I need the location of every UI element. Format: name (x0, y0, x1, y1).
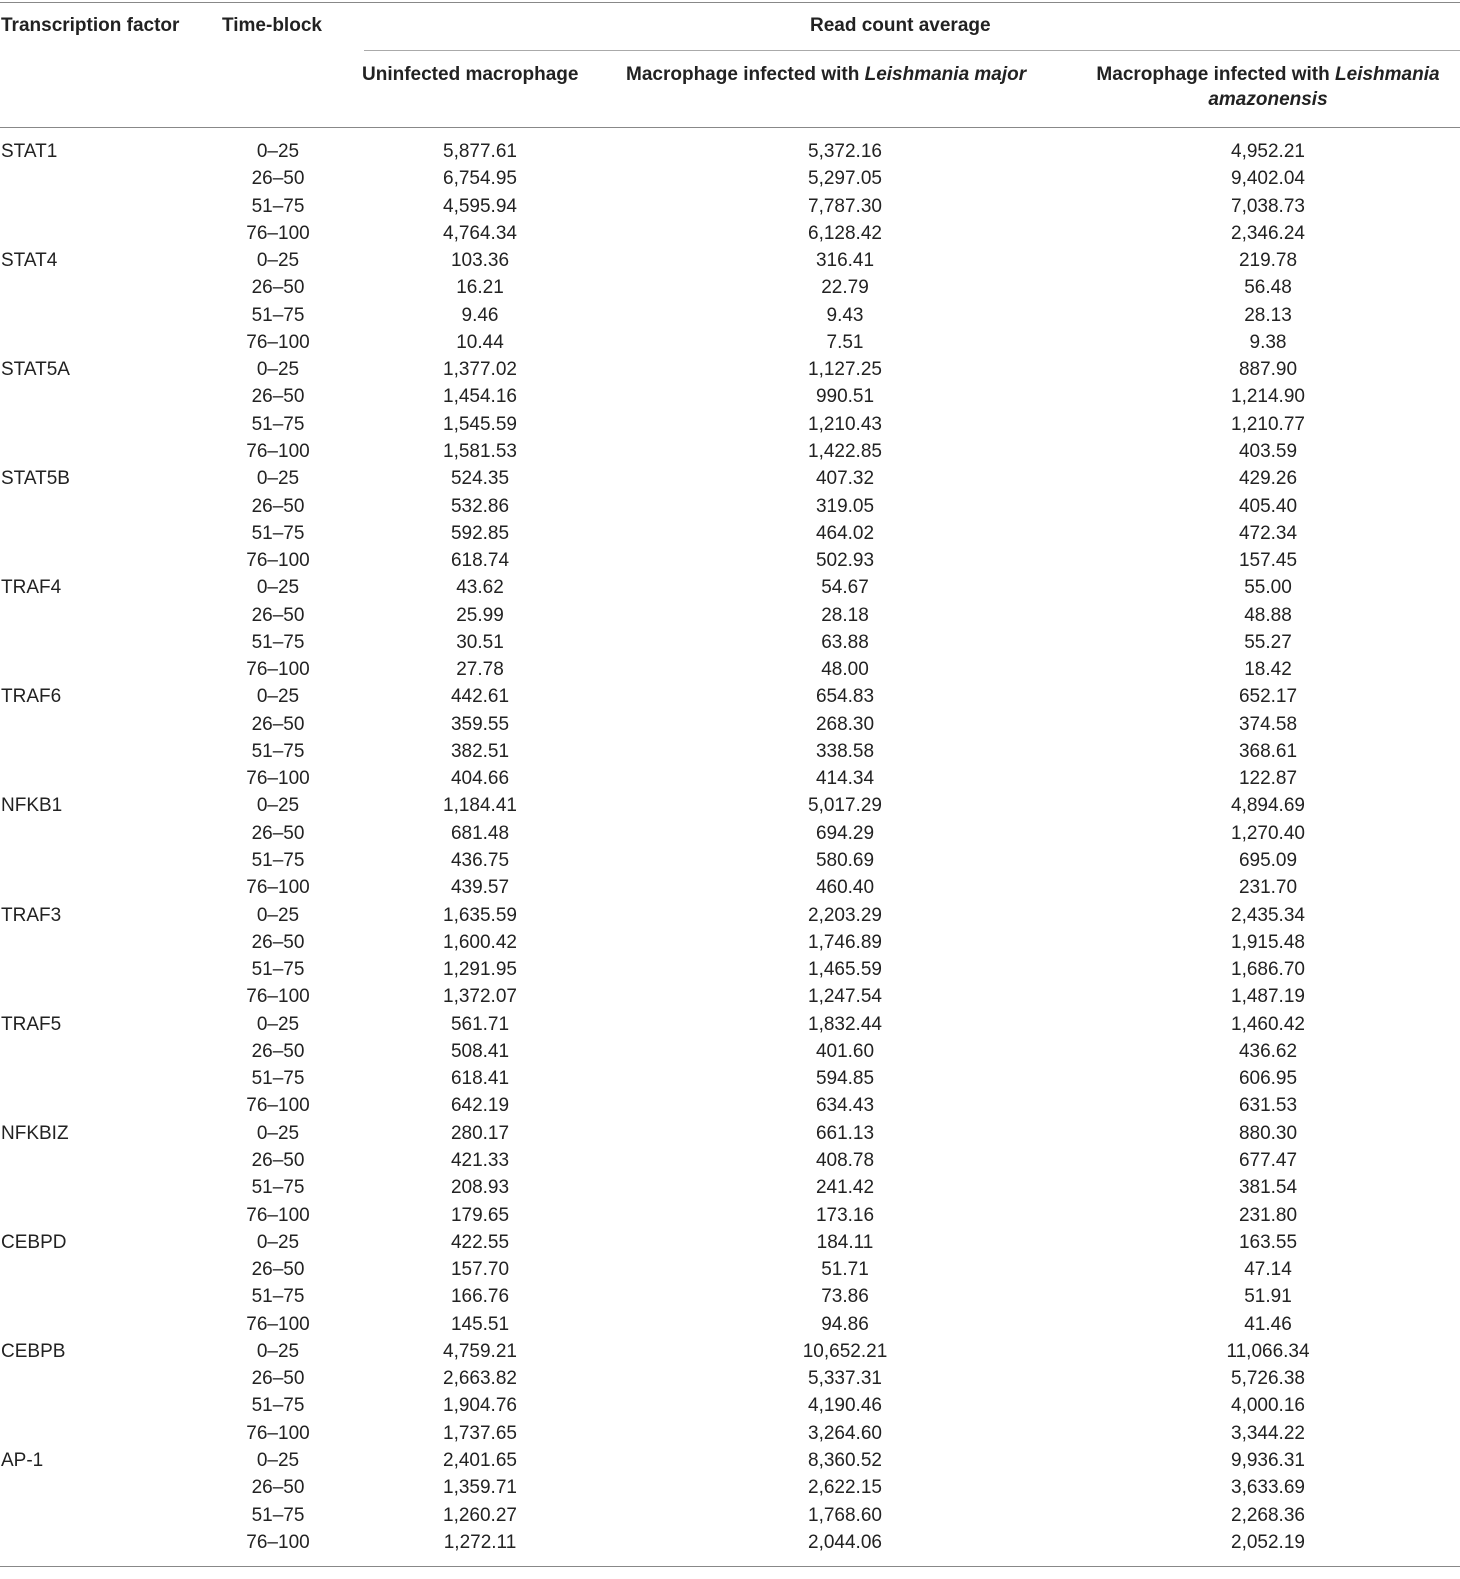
l-major-value-cell: 694.29 (815, 822, 875, 844)
time-block-cell: 0–25 (256, 904, 300, 926)
table-row (0, 632, 1460, 659)
time-block-cell: 26–50 (251, 1477, 305, 1499)
table-row (0, 1395, 1460, 1422)
table-row (0, 196, 1460, 223)
time-block-cell: 51–75 (251, 522, 305, 544)
group-header-rule (364, 50, 1460, 51)
table-row (0, 1177, 1460, 1204)
header-amaz-prefix: Macrophage infected with (1096, 64, 1336, 85)
header-major-species: Leishmania major (864, 64, 1027, 85)
uninfected-value-cell: 442.61 (450, 686, 510, 708)
l-amazonensis-value-cell: 3,344.22 (1231, 1422, 1305, 1444)
header-time-block: Time-block (222, 15, 322, 36)
l-amazonensis-value-cell: 695.09 (1238, 850, 1298, 872)
l-amazonensis-value-cell: 4,952.21 (1231, 141, 1305, 162)
time-block-cell: 0–25 (256, 795, 300, 817)
table-row (0, 577, 1460, 604)
l-amazonensis-value-cell: 18.42 (1244, 659, 1292, 681)
l-amazonensis-value-cell: 1,487.19 (1231, 986, 1305, 1008)
time-block-cell: 0–25 (256, 1340, 300, 1362)
time-block-cell: 76–100 (246, 550, 310, 572)
table-row (0, 141, 1460, 168)
l-major-value-cell: 54.67 (821, 577, 869, 599)
time-block-cell: 26–50 (251, 386, 305, 408)
uninfected-value-cell: 561.71 (450, 1013, 510, 1035)
uninfected-value-cell: 436.75 (450, 850, 510, 872)
time-block-cell: 0–25 (256, 1231, 300, 1253)
time-block-cell: 76–100 (246, 986, 310, 1008)
time-block-cell: 76–100 (246, 877, 310, 899)
uninfected-value-cell: 179.65 (450, 1204, 510, 1226)
l-major-value-cell: 414.34 (815, 768, 875, 790)
l-amazonensis-value-cell: 47.14 (1244, 1259, 1292, 1281)
time-block-cell: 0–25 (256, 141, 300, 162)
l-major-value-cell: 1,247.54 (808, 986, 882, 1008)
l-major-value-cell: 407.32 (815, 468, 875, 490)
table-row (0, 441, 1460, 468)
uninfected-value-cell: 508.41 (450, 1040, 510, 1062)
l-amazonensis-value-cell: 2,268.36 (1231, 1504, 1305, 1526)
table-row (0, 1532, 1460, 1559)
time-block-cell: 51–75 (251, 1504, 305, 1526)
uninfected-value-cell: 1,291.95 (443, 959, 517, 981)
table-row (0, 1341, 1460, 1368)
table-row (0, 1477, 1460, 1504)
table-row (0, 496, 1460, 523)
l-amazonensis-value-cell: 368.61 (1238, 740, 1298, 762)
time-block-cell: 0–25 (256, 1122, 300, 1144)
l-amazonensis-value-cell: 5,726.38 (1231, 1368, 1305, 1390)
table-row (0, 932, 1460, 959)
table-row (0, 659, 1460, 686)
l-amazonensis-value-cell: 231.70 (1238, 877, 1298, 899)
l-major-value-cell: 5,337.31 (808, 1368, 882, 1390)
uninfected-value-cell: 618.74 (450, 550, 510, 572)
l-major-value-cell: 4,190.46 (808, 1395, 882, 1417)
uninfected-value-cell: 30.51 (456, 631, 504, 653)
l-major-value-cell: 10,652.21 (802, 1340, 888, 1362)
transcription-factor-cell: STAT5A (1, 359, 70, 381)
l-major-value-cell: 48.00 (821, 659, 869, 681)
l-amazonensis-value-cell: 1,214.90 (1231, 386, 1305, 408)
l-amazonensis-value-cell: 381.54 (1238, 1177, 1298, 1199)
l-amazonensis-value-cell: 652.17 (1238, 686, 1298, 708)
uninfected-value-cell: 439.57 (450, 877, 510, 899)
l-major-value-cell: 319.05 (815, 495, 875, 517)
l-major-value-cell: 1,465.59 (808, 959, 882, 981)
l-major-value-cell: 634.43 (815, 1095, 875, 1117)
uninfected-value-cell: 1,359.71 (443, 1477, 517, 1499)
transcription-factor-cell: TRAF4 (1, 577, 62, 599)
time-block-cell: 26–50 (251, 1149, 305, 1171)
l-major-value-cell: 173.16 (815, 1204, 875, 1226)
uninfected-value-cell: 6,754.95 (443, 168, 517, 190)
l-major-value-cell: 338.58 (815, 740, 875, 762)
transcription-factor-cell: NFKB1 (1, 795, 63, 817)
l-amazonensis-value-cell: 2,346.24 (1231, 222, 1305, 244)
time-block-cell: 26–50 (251, 1040, 305, 1062)
time-block-cell: 0–25 (256, 250, 300, 272)
uninfected-value-cell: 1,737.65 (443, 1422, 517, 1444)
l-amazonensis-value-cell: 677.47 (1238, 1149, 1298, 1171)
l-amazonensis-value-cell: 9,402.04 (1231, 168, 1305, 190)
time-block-cell: 51–75 (251, 195, 305, 217)
time-block-cell: 26–50 (251, 168, 305, 190)
l-major-value-cell: 408.78 (815, 1149, 875, 1171)
l-amazonensis-value-cell: 429.26 (1238, 468, 1298, 490)
l-major-value-cell: 1,127.25 (808, 359, 882, 381)
uninfected-value-cell: 208.93 (450, 1177, 510, 1199)
l-major-value-cell: 580.69 (815, 850, 875, 872)
l-major-value-cell: 241.42 (815, 1177, 875, 1199)
l-amazonensis-value-cell: 9.38 (1249, 331, 1287, 353)
l-amazonensis-value-cell: 374.58 (1238, 713, 1298, 735)
uninfected-value-cell: 1,260.27 (443, 1504, 517, 1526)
l-major-value-cell: 1,210.43 (808, 413, 882, 435)
table-row (0, 1505, 1460, 1532)
l-amazonensis-value-cell: 9,936.31 (1231, 1449, 1305, 1471)
transcription-factor-cell: AP-1 (1, 1449, 44, 1471)
l-major-value-cell: 502.93 (815, 550, 875, 572)
uninfected-value-cell: 103.36 (450, 250, 510, 272)
table-row (0, 1150, 1460, 1177)
l-major-value-cell: 268.30 (815, 713, 875, 735)
l-amazonensis-value-cell: 2,435.34 (1231, 904, 1305, 926)
time-block-cell: 26–50 (251, 277, 305, 299)
l-amazonensis-value-cell: 55.27 (1244, 631, 1292, 653)
table-row (0, 1368, 1460, 1395)
time-block-cell: 51–75 (251, 413, 305, 435)
time-block-cell: 51–75 (251, 1395, 305, 1417)
transcription-factor-cell: TRAF5 (1, 1013, 62, 1035)
l-major-value-cell: 464.02 (815, 522, 875, 544)
transcription-factor-cell: STAT4 (1, 250, 58, 272)
time-block-cell: 76–100 (246, 331, 310, 353)
time-block-cell: 26–50 (251, 1259, 305, 1281)
uninfected-value-cell: 25.99 (456, 604, 504, 626)
table-row (0, 277, 1460, 304)
uninfected-value-cell: 2,663.82 (443, 1368, 517, 1390)
table-row (0, 686, 1460, 713)
l-major-value-cell: 401.60 (815, 1040, 875, 1062)
table-row (0, 986, 1460, 1013)
transcription-factor-cell: CEBPB (1, 1340, 66, 1362)
transcription-factor-cell: STAT1 (1, 141, 58, 162)
header-macrophage-l-major (626, 64, 1026, 86)
uninfected-value-cell: 16.21 (456, 277, 504, 299)
time-block-cell: 0–25 (256, 1449, 300, 1471)
l-amazonensis-value-cell: 48.88 (1244, 604, 1292, 626)
l-amazonensis-value-cell: 56.48 (1244, 277, 1292, 299)
table-row (0, 1068, 1460, 1095)
uninfected-value-cell: 1,372.07 (443, 986, 517, 1008)
uninfected-value-cell: 382.51 (450, 740, 510, 762)
uninfected-value-cell: 421.33 (450, 1149, 510, 1171)
l-amazonensis-value-cell: 606.95 (1238, 1068, 1298, 1090)
header-major-prefix: Macrophage infected with (626, 64, 865, 85)
time-block-cell: 76–100 (246, 222, 310, 244)
l-amazonensis-value-cell: 1,686.70 (1231, 959, 1305, 981)
table-row (0, 959, 1460, 986)
l-major-value-cell: 5,297.05 (808, 168, 882, 190)
uninfected-value-cell: 592.85 (450, 522, 510, 544)
l-major-value-cell: 22.79 (821, 277, 869, 299)
time-block-cell: 0–25 (256, 1013, 300, 1035)
time-block-cell: 26–50 (251, 495, 305, 517)
l-amazonensis-value-cell: 28.13 (1244, 304, 1292, 326)
time-block-cell: 51–75 (251, 304, 305, 326)
table-row (0, 1205, 1460, 1232)
uninfected-value-cell: 280.17 (450, 1122, 510, 1144)
l-amazonensis-value-cell: 880.30 (1238, 1122, 1298, 1144)
l-major-value-cell: 5,017.29 (808, 795, 882, 817)
l-amazonensis-value-cell: 2,052.19 (1231, 1531, 1305, 1553)
l-major-value-cell: 9.43 (826, 304, 864, 326)
header-uninfected-macrophage: Uninfected macrophage (362, 64, 579, 85)
uninfected-value-cell: 1,904.76 (443, 1395, 517, 1417)
l-amazonensis-value-cell: 122.87 (1238, 768, 1298, 790)
time-block-cell: 26–50 (251, 1368, 305, 1390)
l-major-value-cell: 73.86 (821, 1286, 869, 1308)
l-major-value-cell: 2,203.29 (808, 904, 882, 926)
l-major-value-cell: 654.83 (815, 686, 875, 708)
table-row (0, 795, 1460, 822)
l-amazonensis-value-cell: 472.34 (1238, 522, 1298, 544)
l-amazonensis-value-cell: 887.90 (1238, 359, 1298, 381)
table-row (0, 741, 1460, 768)
uninfected-value-cell: 157.70 (450, 1259, 510, 1281)
l-major-value-cell: 51.71 (821, 1259, 869, 1281)
time-block-cell: 76–100 (246, 1095, 310, 1117)
l-major-value-cell: 8,360.52 (808, 1449, 882, 1471)
time-block-cell: 51–75 (251, 740, 305, 762)
table-row (0, 1450, 1460, 1477)
table-row (0, 305, 1460, 332)
time-block-cell: 51–75 (251, 959, 305, 981)
l-major-value-cell: 63.88 (821, 631, 869, 653)
uninfected-value-cell: 43.62 (456, 577, 504, 599)
uninfected-value-cell: 166.76 (450, 1286, 510, 1308)
uninfected-value-cell: 27.78 (456, 659, 504, 681)
table-row (0, 850, 1460, 877)
l-amazonensis-value-cell: 163.55 (1238, 1231, 1298, 1253)
table-row (0, 223, 1460, 250)
l-amazonensis-value-cell: 1,915.48 (1231, 931, 1305, 953)
uninfected-value-cell: 4,595.94 (443, 195, 517, 217)
time-block-cell: 76–100 (246, 1422, 310, 1444)
table-row (0, 714, 1460, 741)
l-major-value-cell: 7.51 (826, 331, 864, 353)
uninfected-value-cell: 532.86 (450, 495, 510, 517)
l-amazonensis-value-cell: 1,460.42 (1231, 1013, 1305, 1035)
table-row (0, 414, 1460, 441)
uninfected-value-cell: 618.41 (450, 1068, 510, 1090)
table-row (0, 905, 1460, 932)
l-amazonensis-value-cell: 55.00 (1244, 577, 1292, 599)
l-amazonensis-value-cell: 231.80 (1238, 1204, 1298, 1226)
l-amazonensis-value-cell: 1,270.40 (1231, 822, 1305, 844)
table-row (0, 1286, 1460, 1313)
l-major-value-cell: 3,264.60 (808, 1422, 882, 1444)
time-block-cell: 51–75 (251, 1286, 305, 1308)
transcription-factor-cell: STAT5B (1, 468, 70, 490)
l-amazonensis-value-cell: 1,210.77 (1231, 413, 1305, 435)
transcription-factor-cell: TRAF3 (1, 904, 62, 926)
transcription-factor-cell: TRAF6 (1, 686, 62, 708)
l-major-value-cell: 2,622.15 (808, 1477, 882, 1499)
table-row (0, 823, 1460, 850)
uninfected-value-cell: 642.19 (450, 1095, 510, 1117)
l-amazonensis-value-cell: 405.40 (1238, 495, 1298, 517)
l-major-value-cell: 6,128.42 (808, 222, 882, 244)
table-bottom-rule (0, 1566, 1460, 1567)
l-major-value-cell: 5,372.16 (808, 141, 882, 162)
l-major-value-cell: 1,746.89 (808, 931, 882, 953)
uninfected-value-cell: 145.51 (450, 1313, 510, 1335)
l-amazonensis-value-cell: 11,066.34 (1226, 1340, 1310, 1362)
l-amazonensis-value-cell: 3,633.69 (1231, 1477, 1305, 1499)
l-major-value-cell: 594.85 (815, 1068, 875, 1090)
time-block-cell: 26–50 (251, 604, 305, 626)
table-row (0, 332, 1460, 359)
time-block-cell: 76–100 (246, 1204, 310, 1226)
header-read-count-average: Read count average (810, 15, 991, 36)
l-major-value-cell: 28.18 (821, 604, 869, 626)
time-block-cell: 26–50 (251, 713, 305, 735)
uninfected-value-cell: 1,454.16 (443, 386, 517, 408)
uninfected-value-cell: 1,635.59 (443, 904, 517, 926)
table-row (0, 605, 1460, 632)
uninfected-value-cell: 1,184.41 (443, 795, 517, 817)
l-amazonensis-value-cell: 4,894.69 (1231, 795, 1305, 817)
l-major-value-cell: 990.51 (815, 386, 875, 408)
transcription-factor-cell: NFKBIZ (1, 1122, 69, 1144)
header-amaz-species: Leishmania amazonensis (1208, 64, 1440, 110)
table-row (0, 1014, 1460, 1041)
uninfected-value-cell: 422.55 (450, 1231, 510, 1253)
table-row (0, 386, 1460, 413)
l-amazonensis-value-cell: 41.46 (1244, 1313, 1292, 1335)
uninfected-value-cell: 5,877.61 (443, 141, 517, 162)
time-block-cell: 0–25 (256, 359, 300, 381)
table-row (0, 1041, 1460, 1068)
uninfected-value-cell: 1,272.11 (443, 1531, 517, 1553)
l-major-value-cell: 1,422.85 (808, 440, 882, 462)
header-bottom-rule (0, 127, 1460, 128)
uninfected-value-cell: 681.48 (450, 822, 510, 844)
table-row (0, 468, 1460, 495)
l-amazonensis-value-cell: 157.45 (1238, 550, 1298, 572)
l-amazonensis-value-cell: 403.59 (1238, 440, 1298, 462)
uninfected-value-cell: 1,545.59 (443, 413, 517, 435)
l-major-value-cell: 2,044.06 (808, 1531, 882, 1553)
table-row (0, 359, 1460, 386)
l-major-value-cell: 661.13 (815, 1122, 875, 1144)
table-row (0, 1232, 1460, 1259)
table-row (0, 1259, 1460, 1286)
uninfected-value-cell: 359.55 (450, 713, 510, 735)
l-major-value-cell: 316.41 (815, 250, 875, 272)
table-row (0, 250, 1460, 277)
l-amazonensis-value-cell: 4,000.16 (1231, 1395, 1305, 1417)
table-row (0, 1095, 1460, 1122)
l-amazonensis-value-cell: 436.62 (1238, 1040, 1298, 1062)
table-top-rule (0, 2, 1460, 3)
l-major-value-cell: 1,768.60 (808, 1504, 882, 1526)
time-block-cell: 76–100 (246, 1313, 310, 1335)
uninfected-value-cell: 4,759.21 (443, 1340, 517, 1362)
time-block-cell: 76–100 (246, 768, 310, 790)
l-major-value-cell: 1,832.44 (808, 1013, 882, 1035)
time-block-cell: 51–75 (251, 1177, 305, 1199)
l-major-value-cell: 184.11 (816, 1231, 874, 1253)
l-major-value-cell: 7,787.30 (808, 195, 882, 217)
time-block-cell: 76–100 (246, 1531, 310, 1553)
uninfected-value-cell: 404.66 (450, 768, 510, 790)
time-block-cell: 26–50 (251, 822, 305, 844)
table-row (0, 768, 1460, 795)
time-block-cell: 0–25 (256, 577, 300, 599)
table-row (0, 877, 1460, 904)
uninfected-value-cell: 1,581.53 (443, 440, 517, 462)
l-amazonensis-value-cell: 631.53 (1238, 1095, 1298, 1117)
time-block-cell: 0–25 (256, 468, 300, 490)
time-block-cell: 76–100 (246, 659, 310, 681)
table-row (0, 1423, 1460, 1450)
uninfected-value-cell: 9.46 (461, 304, 499, 326)
header-transcription-factor: Transcription factor (1, 15, 180, 36)
time-block-cell: 26–50 (251, 931, 305, 953)
time-block-cell: 76–100 (246, 440, 310, 462)
time-block-cell: 51–75 (251, 1068, 305, 1090)
l-major-value-cell: 94.86 (821, 1313, 869, 1335)
l-amazonensis-value-cell: 219.78 (1238, 250, 1298, 272)
transcription-factor-cell: CEBPD (1, 1231, 67, 1253)
time-block-cell: 0–25 (256, 686, 300, 708)
uninfected-value-cell: 1,377.02 (443, 359, 517, 381)
uninfected-value-cell: 10.44 (456, 331, 504, 353)
l-amazonensis-value-cell: 51.91 (1244, 1286, 1292, 1308)
time-block-cell: 51–75 (251, 850, 305, 872)
uninfected-value-cell: 2,401.65 (443, 1449, 517, 1471)
header-macrophage-l-amazonensis (1080, 62, 1456, 112)
table-row (0, 1314, 1460, 1341)
l-amazonensis-value-cell: 7,038.73 (1231, 195, 1305, 217)
table-row (0, 523, 1460, 550)
table-row (0, 168, 1460, 195)
time-block-cell: 51–75 (251, 631, 305, 653)
table-row (0, 550, 1460, 577)
uninfected-value-cell: 524.35 (450, 468, 510, 490)
uninfected-value-cell: 4,764.34 (443, 222, 517, 244)
table-row (0, 1123, 1460, 1150)
l-major-value-cell: 460.40 (815, 877, 875, 899)
uninfected-value-cell: 1,600.42 (443, 931, 517, 953)
